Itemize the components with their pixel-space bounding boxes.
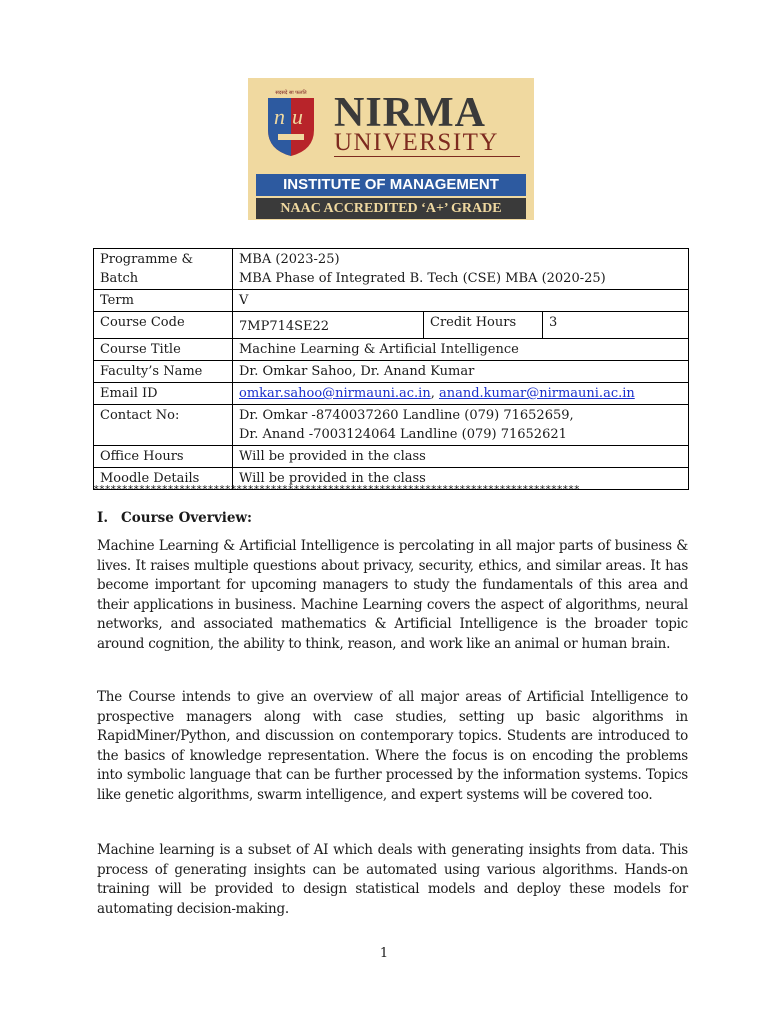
email-link-omkar[interactable]: omkar.sahoo@nirmauni.ac.in [239,386,431,401]
table-row [94,361,689,383]
course-title-label: Course Title [94,339,233,361]
programme-value [233,249,689,290]
credit-hours-label: Credit Hours [424,312,543,339]
overview-paragraph: Machine learning is a subset of AI which deals with generating insights from data. This process of generating insights can be automated using various algorithms. Hands-on training will be provided to design statistical models and deploy these models for automating decision-making. [97,842,688,917]
email-label: Email ID [94,383,233,405]
university-logo [248,78,534,220]
credit-hours-value: 3 [543,312,689,339]
office-hours-value: Will be provided in the class [233,446,689,468]
faculty-value: Dr. Omkar Sahoo, Dr. Anand Kumar [233,361,689,383]
page-number: 1 [379,946,389,961]
faculty-label: Faculty’s Name [94,361,233,383]
svg-text:n: n [274,104,285,129]
course-code-label: Course Code [94,312,233,339]
table-row [94,446,689,468]
shield-icon [266,90,316,158]
overview-paragraph: Machine Learning & Artificial Intelligence is percolating in all major parts of business & lives. It raises multiple questions about privacy, security, ethics, and similar areas. It has become important for upcoming managers to study the fundamentals of this area and their applications in business. Machine Learning covers the aspect of algorithms, neural networks, and associated mathematics & Artificial Intelligence is the broader topic around cognition, the ability to think, reason, and work like an animal or human brain. [97,538,688,652]
course-title-value: Machine Learning & Artificial Intelligence [233,339,689,361]
logo-university: UNIVERSITY [334,129,499,156]
email-separator: , [430,386,439,401]
logo-institute-band: INSTITUTE OF MANAGEMENT [256,174,526,196]
table-row [94,383,689,405]
logo-nirma: NIRMA [334,90,486,136]
table-row [94,339,689,361]
table-row [94,290,689,312]
contact-value [233,405,689,446]
email-value [233,383,689,405]
course-info-table [93,248,689,490]
term-label: Term [94,290,233,312]
overview-paragraph: The Course intends to give an overview of all major areas of Artificial Intelligence to prospective managers along with case studies, setting up basic algorithms in RapidMiner/Python, and discussion on contemporary topics. Students are introduced to the basics of knowledge representation. Where the focus is on encoding the problems into symbolic language that can be further processed by the information systems. Topics like genetic algorithms, swarm intelligence, and expert systems will be covered too. [97,689,688,803]
programme-line: MBA (2023-25) [239,252,340,267]
office-hours-label: Office Hours [94,446,233,468]
svg-text:u: u [292,104,303,129]
table-row [94,405,689,446]
term-value: V [233,290,689,312]
logo-rule [334,156,520,157]
email-link-anand[interactable]: anand.kumar@nirmauni.ac.in [438,386,635,401]
moodle-label: Moodle Details [94,468,233,490]
logo-accreditation-band: NAAC ACCREDITED ‘A+’ GRADE [256,198,526,219]
contact-line: Dr. Omkar -8740037260 Landline (079) 71652659, [239,408,574,423]
emblem-motto: सदसदे सा फलति [275,90,307,96]
course-code-value: 7MP714SE22 [233,312,424,339]
programme-label: Programme & Batch [94,249,233,290]
section-number: I. [97,510,109,526]
asterisk-divider: ************************************************************************************* [93,484,580,496]
table-row [94,312,689,339]
contact-label: Contact No: [94,405,233,446]
programme-line: MBA Phase of Integrated B. Tech (CSE) MBA (2020-25) [239,271,606,286]
table-row [94,249,689,290]
nirma-emblem [266,90,316,158]
moodle-value: Will be provided in the class [233,468,689,490]
section-heading [97,510,252,526]
contact-line: Dr. Anand -7003124064 Landline (079) 71652621 [239,427,567,442]
section-title: Course Overview: [121,510,253,526]
